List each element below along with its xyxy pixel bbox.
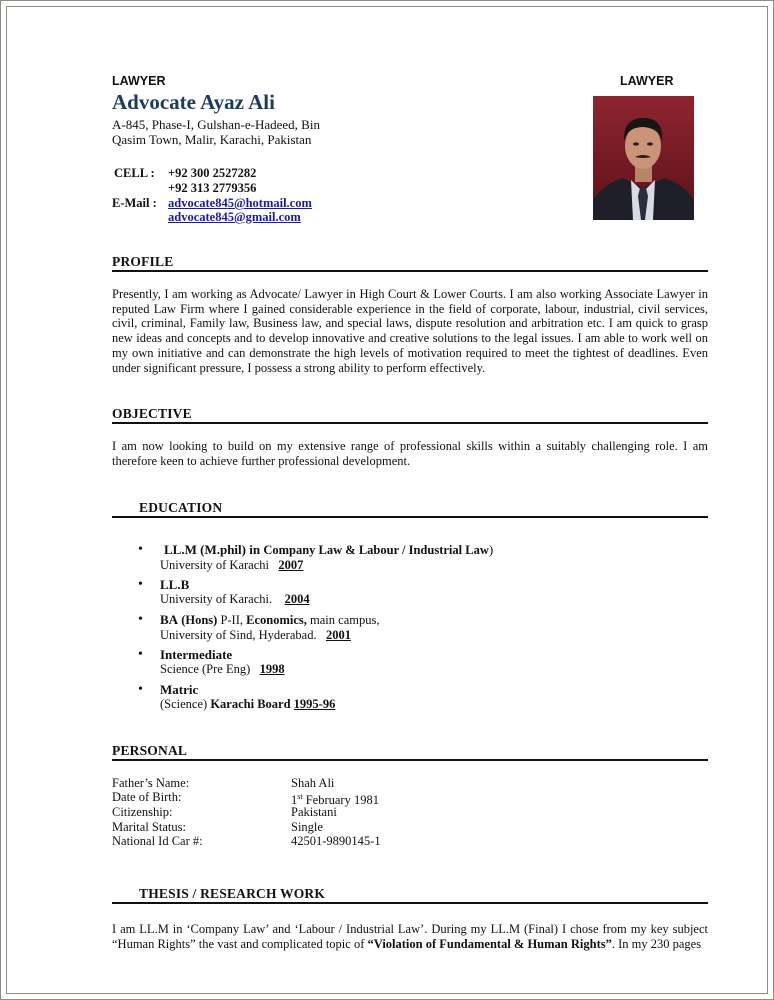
phone-2: +92 313 2779356: [168, 181, 257, 195]
email-1-wrap: [168, 196, 312, 211]
personal-label: Father’s Name:: [112, 776, 190, 790]
education-degree: Matric: [160, 682, 199, 697]
objective-heading: OBJECTIVE: [112, 406, 192, 421]
education-institution: University of Karachi. 2004: [160, 592, 310, 606]
personal-value: 42501-9890145-1: [291, 834, 381, 848]
profile-photo: [593, 96, 694, 220]
email-label: E-Mail :: [112, 196, 157, 210]
personal-value: Shah Ali: [291, 776, 335, 790]
header-left-label: LAWYER: [112, 74, 166, 88]
portrait-image: [593, 96, 694, 220]
cell-label: CELL :: [114, 166, 155, 180]
education-item: [138, 542, 493, 573]
personal-label: Date of Birth:: [112, 790, 182, 804]
thesis-heading: THESIS / RESEARCH WORK: [139, 886, 326, 901]
address-line-1: A-845, Phase-I, Gulshan-e-Hadeed, Bin: [112, 117, 320, 132]
education-item: [138, 612, 379, 643]
objective-rule: [112, 422, 708, 424]
thesis-text: I am LL.M in ‘Company Law’ and ‘Labour / Industrial Law’. During my LL.M (Final) I chose from my key subject “Human Rights” the vast and complicated topic of “Violation of Fundamental & Human Rights”. In my 230 pages: [112, 922, 708, 951]
header-right-label: LAWYER: [620, 74, 674, 88]
phone-1: +92 300 2527282: [168, 166, 257, 180]
profile-text: Presently, I am working as Advocate/ Lawyer in High Court & Lower Courts. I am also working Associate Lawyer in reputed Law Firm where I gained considerable experience in the field of corporate, labour, industrial, civil services, civil, criminal, Family law, Business law, and special laws, dispute resolution and arbitration etc. I am quick to grasp new ideas and concepts and to develop innovative and creative solutions to the legal issues. I am able to work well on my own initiative and can demonstrate the high levels of motivation required to meet the tightest of deadlines. Even under significant pressure, I possess a strong ability to perform effectively.: [112, 287, 708, 375]
education-institution: (Science) Karachi Board 1995-96: [160, 697, 336, 711]
personal-label: Marital Status:: [112, 820, 186, 834]
personal-value: Pakistani: [291, 805, 337, 819]
address-line-2: Qasim Town, Malir, Karachi, Pakistan: [112, 132, 312, 147]
education-degree: LL.B: [160, 577, 190, 592]
education-item: [138, 577, 310, 607]
bullet-icon: •: [138, 647, 143, 662]
education-degree: LL.M (M.phil) in Company Law & Labour / Industrial Law): [164, 542, 494, 557]
education-item: [138, 682, 335, 712]
education-rule: [112, 516, 708, 518]
email-link-2[interactable]: advocate845@gmail.com: [168, 210, 301, 224]
personal-label: National Id Car #:: [112, 834, 203, 848]
email-2-wrap: [168, 210, 301, 225]
bullet-icon: •: [138, 542, 143, 557]
email-link-1[interactable]: advocate845@hotmail.com: [168, 196, 312, 210]
education-institution: University of Karachi 2007: [160, 558, 304, 572]
profile-rule: [112, 270, 708, 272]
thesis-rule: [112, 902, 708, 904]
personal-value: Single: [291, 820, 323, 834]
profile-heading: PROFILE: [112, 254, 174, 269]
personal-value: 1st February 1981: [291, 792, 379, 808]
personal-heading: PERSONAL: [112, 743, 188, 758]
address: [112, 117, 320, 147]
bullet-icon: •: [138, 682, 143, 697]
bullet-icon: •: [138, 612, 143, 627]
candidate-name: Advocate Ayaz Ali: [112, 90, 275, 114]
objective-text: I am now looking to build on my extensive range of professional skills within a suitably challenging role. I am therefore keen to achieve further professional development.: [112, 439, 708, 468]
education-item: [138, 647, 285, 677]
education-institution: University of Sind, Hyderabad. 2001: [160, 628, 351, 642]
personal-label: Citizenship:: [112, 805, 173, 819]
education-degree: Intermediate: [160, 647, 233, 662]
bullet-icon: •: [138, 577, 143, 592]
education-heading: EDUCATION: [139, 500, 223, 515]
education-degree: BA (Hons) P-II, Economics, main campus,: [160, 612, 380, 627]
education-institution: Science (Pre Eng) 1998: [160, 662, 285, 676]
personal-rule: [112, 759, 708, 761]
